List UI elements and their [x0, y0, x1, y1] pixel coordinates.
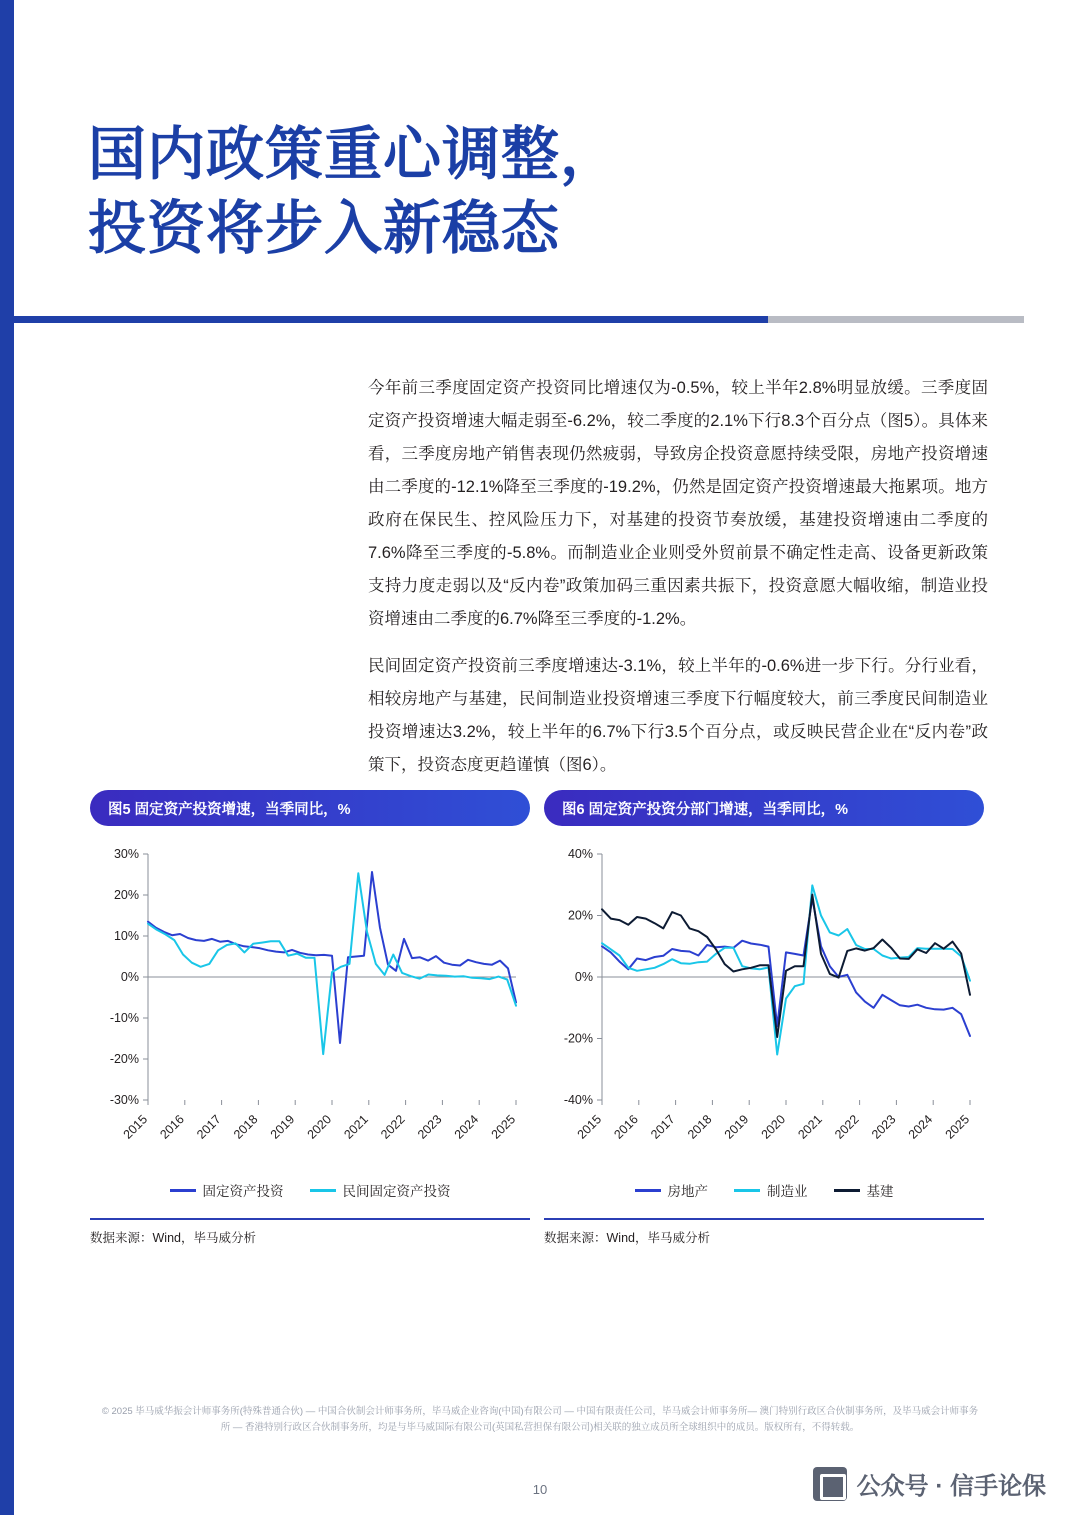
svg-text:2017: 2017 [194, 1112, 224, 1142]
chart-6-title: 图6 固定资产投资分部门增速，当季同比，% [544, 790, 984, 826]
title-divider-rule [14, 316, 1024, 323]
svg-text:2015: 2015 [574, 1112, 605, 1142]
legend-label-fai: 固定资产投资 [202, 1184, 284, 1199]
watermark [813, 1466, 1046, 1501]
legend-swatch-fai [170, 1189, 196, 1192]
chart-5-legend [90, 1180, 530, 1200]
watermark-label: 公众号 · 信手论保 [856, 1473, 1046, 1500]
svg-text:2025: 2025 [942, 1112, 973, 1142]
legend-label-private-fai: 民间固定资产投资 [342, 1184, 451, 1199]
svg-text:0%: 0% [574, 970, 593, 984]
chart-panel-figure-5 [90, 790, 530, 1250]
legend-swatch-private-fai [310, 1189, 336, 1192]
svg-text:2015: 2015 [120, 1112, 151, 1142]
svg-text:2023: 2023 [414, 1112, 445, 1142]
legend-swatch-infrastructure [834, 1189, 860, 1192]
chart-5-source: 数据来源：Wind，毕马威分析 [90, 1218, 530, 1246]
paragraph-1: 今年前三季度固定资产投资同比增速仅为-0.5%，较上半年2.8%明显放缓。三季度固定资产投资增速大幅走弱至-6.2%，较二季度的2.1%下行8.3个百分点（图5）。具体来看，三季度房地产销售表现仍然疲弱，导致房企投资意愿持续受限，房地产投资增速由二季度的-12.1%降至三季度的-19.2%，仍然是固定资产投资增速最大拖累项。地方政府在保民生、控风险压力下，对基建的投资节奏放缓，基建投资增速由二季度的7.6%降至三季度的-5.8%。而制造业企业则受外贸前景不确定性走高、设备更新政策支持力度走弱以及“反内卷”政策加码三重因素共振下，投资意愿大幅收缩，制造业投资增速由二季度的6.7%降至三季度的-1.2%。 [368, 379, 988, 628]
svg-text:2022: 2022 [832, 1112, 862, 1142]
qr-code-icon [813, 1467, 847, 1501]
chart-5-title: 图5 固定资产投资增速，当季同比，% [90, 790, 530, 826]
svg-text:2016: 2016 [611, 1112, 641, 1142]
page-number: 10 [532, 1482, 548, 1497]
page-title [88, 118, 948, 266]
page-title-line-1: 国内政策重心调整， [88, 122, 620, 187]
svg-text:30%: 30% [113, 847, 139, 861]
svg-text:2018: 2018 [230, 1112, 261, 1142]
body-text [368, 372, 988, 796]
svg-text:2024: 2024 [905, 1112, 936, 1142]
svg-text:2019: 2019 [721, 1112, 752, 1142]
svg-text:2020: 2020 [758, 1112, 789, 1142]
legend-item-private-fai [310, 1180, 451, 1200]
svg-text:2023: 2023 [868, 1112, 899, 1142]
svg-text:20%: 20% [567, 908, 593, 923]
chart-panel-figure-6 [544, 790, 984, 1250]
svg-text:2018: 2018 [684, 1112, 715, 1142]
svg-text:2020: 2020 [304, 1112, 335, 1142]
svg-text:20%: 20% [113, 888, 139, 902]
chart-5-svg [90, 844, 530, 1174]
svg-text:2021: 2021 [341, 1112, 371, 1142]
svg-text:10%: 10% [113, 929, 139, 943]
legend-swatch-real-estate [635, 1189, 661, 1192]
svg-text:2017: 2017 [648, 1112, 678, 1142]
legend-label-infrastructure: 基建 [866, 1184, 894, 1199]
chart-6-svg [544, 844, 984, 1174]
copyright-disclaimer: © 2025 毕马威华振会计师事务所(特殊普通合伙) — 中国合伙制会计师事务所，毕马威企业咨询(中国)有限公司 — 中国有限责任公司，毕马威会计师事务所— 澳门特别行政区合伙制事务所，及毕马威会计师事务所 — 香港特别行政区合伙制事务所，均是与毕马威国际有限公司(英国私营担保有限公司)相关联的独立成员所全球组织中的成员。版权所有，不得转载。 [101, 1406, 979, 1434]
legend-item-infrastructure [834, 1180, 894, 1200]
svg-text:2024: 2024 [451, 1112, 482, 1142]
legend-swatch-manufacturing [734, 1189, 760, 1192]
chart-6-plot [544, 844, 984, 1174]
svg-text:0%: 0% [120, 970, 139, 984]
svg-text:-20%: -20% [563, 1031, 593, 1046]
svg-text:40%: 40% [567, 847, 593, 861]
svg-text:-20%: -20% [109, 1052, 139, 1066]
legend-item-real-estate [635, 1180, 709, 1200]
chart-5-plot [90, 844, 530, 1174]
legend-item-fai [170, 1180, 284, 1200]
svg-text:2016: 2016 [157, 1112, 187, 1142]
svg-text:-30%: -30% [109, 1093, 139, 1107]
svg-text:2021: 2021 [795, 1112, 825, 1142]
chart-6-legend [544, 1180, 984, 1200]
page-title-line-2: 投资将步入新稳态 [88, 196, 561, 262]
svg-text:-40%: -40% [563, 1093, 593, 1107]
svg-text:2022: 2022 [378, 1112, 408, 1142]
legend-label-real-estate: 房地产 [667, 1184, 708, 1199]
paragraph-2: 民间固定资产投资前三季度增速达-3.1%，较上半年的-0.6%进一步下行。分行业看，相较房地产与基建，民间制造业投资增速三季度下行幅度较大，前三季度民间制造业投资增速达3.2%，较上半年的6.7%下行3.5个百分点，或反映民营企业在“反内卷”政策下，投资态度更趋谨慎（图6）。 [368, 657, 988, 774]
legend-item-manufacturing [734, 1180, 808, 1200]
left-blue-spine [0, 0, 14, 1515]
svg-text:2025: 2025 [488, 1112, 519, 1142]
legend-label-manufacturing: 制造业 [767, 1184, 808, 1199]
chart-6-source: 数据来源：Wind，毕马威分析 [544, 1218, 984, 1246]
svg-text:2019: 2019 [267, 1112, 298, 1142]
svg-text:-10%: -10% [109, 1011, 139, 1025]
